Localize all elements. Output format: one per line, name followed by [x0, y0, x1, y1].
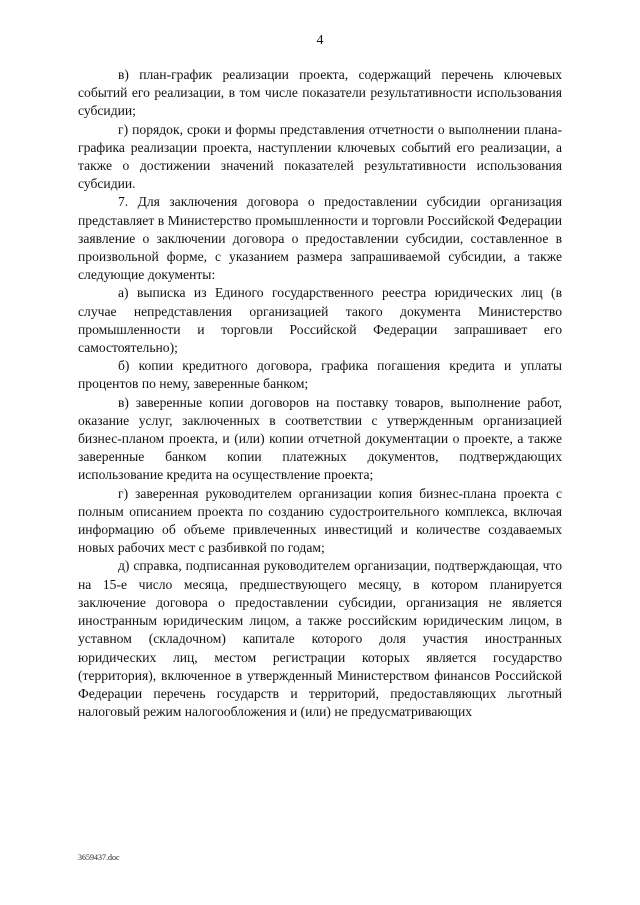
paragraph-g-business-plan: г) заверенная руководителем организации копия бизнес-плана проекта с полным описанием проекта по созданию судостроительного комплекса, включая информацию об объеме привлеченных инвестиций и количестве создаваемых новых рабочих мест с разбивкой по годам; — [78, 485, 562, 556]
paragraph-d-certificate: д) справка, подписанная руководителем организации, подтверждающая, что на 15-е число месяца, предшествующего месяцу, в котором планируется заключение договора о предоставлении субсидии, организация не является иностранным юридическим лицом, а также российским юридическим лицом, в уставном (складочном) капитале которого доля участия иностранных юридических лиц, местом регистрации которых является государство (территория), включенное в утвержденный Министерством финансов Российской Федерации перечень государств и территорий, предоставляющих льготный налоговый режим налогообложения и (или) не предусматривающих — [78, 558, 562, 720]
paragraph-b-credit-copies: б) копии кредитного договора, графика погашения кредита и уплаты процентов по нему, заверенные банком; — [78, 358, 562, 392]
footer-filename: 3659437.doc — [78, 853, 120, 862]
paragraph-7-application: 7. Для заключения договора о предоставлении субсидии организация представляет в Министерство промышленности и торговли Российской Федерации заявление о заключении договора о предоставлении субсидии, составленное в произвольной форме, с указанием размера запрашиваемой субсидии, а также следующие документы: — [78, 194, 562, 283]
document-body — [78, 66, 562, 721]
paragraph-v-contract-copies: в) заверенные копии договоров на поставку товаров, выполнение работ, оказание услуг, заключенных в соответствии с утвержденным организацией бизнес-планом проекта, и (или) копии отчетной документации о проекте, а также заверенные банком копии платежных документов, подтверждающих использование кредита на осуществление проекта; — [78, 394, 562, 483]
paragraph-v-plan-schedule: в) план-график реализации проекта, содержащий перечень ключевых событий его реализации, в том числе показатели результативности использования субсидии; — [78, 67, 562, 119]
paragraph-a-registry-extract: а) выписка из Единого государственного реестра юридических лиц (в случае непредставления организацией такого документа Министерство промышленности и торговли Российской Федерации запрашивает его самостоятельно); — [78, 285, 562, 356]
page-number: 4 — [316, 33, 324, 48]
paragraph-g-reporting: г) порядок, сроки и формы представления отчетности о выполнении плана-графика реализации проекта, наступлении ключевых событий его реализации, а также о достижении значений показателей результативности использования субсидии. — [78, 121, 562, 192]
